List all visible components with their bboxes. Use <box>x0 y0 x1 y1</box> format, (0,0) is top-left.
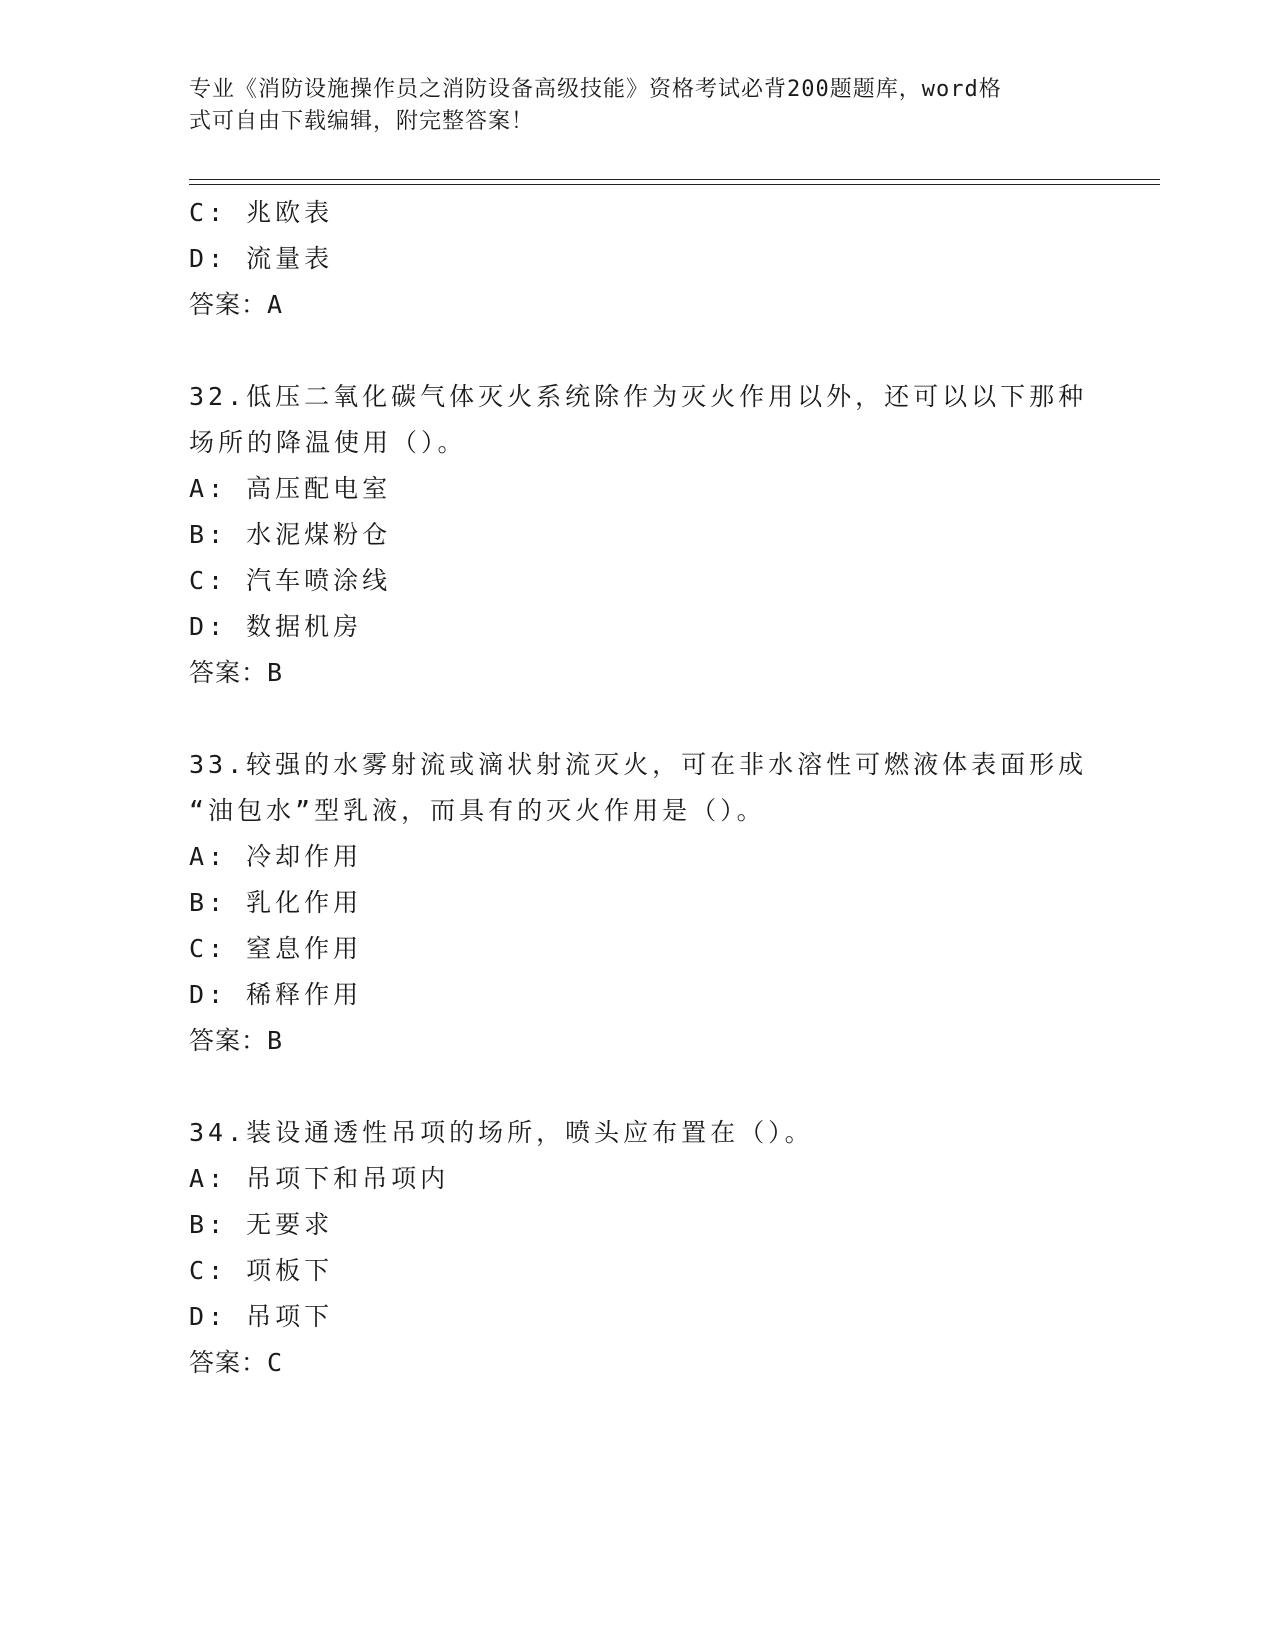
header-line-1: 专业《消防设施操作员之消防设备高级技能》资格考试必背200题题库，word格 <box>189 77 1002 102</box>
option-b: B: 乳化作用 <box>189 888 363 917</box>
option-a: A: 高压配电室 <box>189 474 392 503</box>
answer-line: 答案：B <box>189 1026 284 1055</box>
question-32 <box>189 374 1189 696</box>
answer-line: 答案：A <box>189 290 284 319</box>
option-d: D: 流量表 <box>189 244 334 273</box>
question-stem: 场所的降温使用（）。 <box>189 428 467 457</box>
header-divider-top <box>189 179 1160 180</box>
option-d: D: 吊项下 <box>189 1302 334 1331</box>
option-a: A: 冷却作用 <box>189 842 363 871</box>
question-stem: 32.低压二氧化碳气体灭火系统除作为灭火作用以外，还可以以下那种 <box>189 382 1088 411</box>
option-d: D: 数据机房 <box>189 612 363 641</box>
question-stem: 34.装设通透性吊项的场所，喷头应布置在（）。 <box>189 1118 814 1147</box>
question-stem: “油包水”型乳液，而具有的灭火作用是（）。 <box>189 796 766 825</box>
question-list <box>189 190 1189 1386</box>
option-c: C: 项板下 <box>189 1256 334 1285</box>
option-d: D: 稀释作用 <box>189 980 363 1009</box>
question-stem: 33.较强的水雾射流或滴状射流灭火，可在非水溶性可燃液体表面形成 <box>189 750 1088 779</box>
option-b: B: 水泥煤粉仓 <box>189 520 392 549</box>
question-31-tail <box>189 190 1189 328</box>
question-33 <box>189 742 1189 1064</box>
question-34 <box>189 1110 1189 1386</box>
spacer <box>189 696 1189 742</box>
spacer <box>189 328 1189 374</box>
header-line-2: 式可自由下载编辑，附完整答案！ <box>189 109 535 134</box>
option-c: C: 汽车喷涂线 <box>189 566 392 595</box>
option-a: A: 吊项下和吊项内 <box>189 1164 450 1193</box>
option-c: C: 兆欧表 <box>189 198 334 227</box>
header-divider-bottom <box>189 184 1160 185</box>
spacer <box>189 1064 1189 1110</box>
option-b: B: 无要求 <box>189 1210 334 1239</box>
option-c: C: 窒息作用 <box>189 934 363 963</box>
document-header <box>189 74 1089 138</box>
answer-line: 答案：B <box>189 658 284 687</box>
answer-line: 答案：C <box>189 1348 284 1377</box>
